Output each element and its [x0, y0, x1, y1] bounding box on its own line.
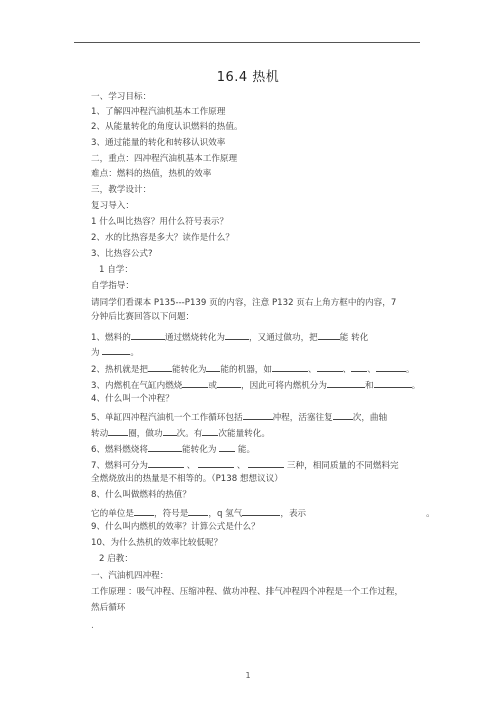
section-heading: 一、汽油机四冲程：: [91, 571, 169, 581]
question-8: 8、什么叫做燃料的热值？: [91, 490, 191, 500]
blank: [248, 458, 284, 468]
question-2: 2、热机就是把 能转化为 能的机器，如 、 、 、 。: [91, 362, 414, 376]
blank: [333, 410, 353, 420]
blank: [148, 362, 172, 372]
header-rule: [74, 42, 420, 43]
question-1: 1、燃料的 通过燃烧转化为 ，又通过做功，把 能 转化: [91, 330, 368, 344]
blank: [102, 345, 130, 355]
blank: [182, 378, 208, 388]
question-5-cont: 转动 圈，做功 次。有 次能量转化。: [91, 426, 270, 440]
text-line: 难点：燃料的热值，热机的效率: [91, 169, 212, 179]
text-line: 复习导入：: [91, 201, 134, 211]
text-line: 自学指导：: [91, 281, 134, 291]
blank: [243, 410, 273, 420]
blank: [327, 378, 365, 388]
text-line: 分钟后比赛回答以下问题：: [91, 312, 195, 322]
question-6: 6、燃料燃烧将 能转化为 能。: [91, 442, 255, 456]
text-line: 2、水的比热容是多大？读作是什么？: [91, 233, 234, 243]
text-line: 一、学习目标：: [91, 92, 152, 102]
trailing-dot: .: [91, 621, 94, 631]
question-9: 9、什么叫内燃机的效率？计算公式是什么？: [91, 522, 260, 532]
blank: [225, 330, 249, 340]
blank: [163, 426, 177, 436]
blank: [374, 378, 412, 388]
text-line: 3、比热容公式?: [91, 249, 153, 259]
blank: [272, 362, 308, 372]
section-heading: 2 启教：: [99, 554, 133, 564]
blank: [148, 458, 184, 468]
blank: [219, 442, 235, 452]
blank: [242, 506, 280, 516]
question-5: 5、单缸四冲程汽油机一个工作循环包括 冲程，活塞往复 次，曲轴: [91, 410, 387, 424]
blank: [318, 330, 340, 340]
blank: [351, 362, 367, 372]
question-7: 7、燃料可分为 、 、 三种，相同质量的不同燃料完: [91, 458, 399, 472]
question-1-cont: 为 。: [91, 345, 139, 359]
blank: [376, 362, 406, 372]
blank: [198, 458, 234, 468]
text-line: 2、从能量转化的角度认识燃料的热值。: [91, 122, 243, 132]
question-3: 3、内燃机在气缸内燃烧 或 ，因此可将内燃机分为 和 。: [91, 378, 420, 392]
blank: [217, 378, 241, 388]
text-line: 请同学们看课本 P135---P139 页的内容，注意 P132 页右上角方框中的内容，7: [91, 298, 397, 308]
question-7-cont: 全燃烧放出的热量是不相等的。（P138 想想议议）: [91, 474, 283, 484]
text-line: 1、了解四冲程汽油机基本工作原理: [91, 107, 226, 117]
blank: [131, 330, 165, 340]
question-4: 4、什么叫一个冲程？: [91, 394, 174, 404]
text-line: 3、通过能量的转化和转移认识效率: [91, 138, 226, 148]
text-line: 三，教学设计：: [91, 185, 152, 195]
blank: [134, 506, 154, 516]
blank: [202, 426, 218, 436]
text-line: 1 什么叫比热容？用什么符号表示？: [91, 217, 229, 227]
blank: [317, 362, 343, 372]
blank: [108, 426, 128, 436]
page-number: 1: [245, 671, 251, 680]
text-line: 工作原理 ：吸气冲程、压缩冲程、做功冲程、排气冲程四个冲程是一个工作过程，: [91, 587, 404, 597]
blank: [188, 506, 208, 516]
page-title: 16.4 热机: [216, 70, 280, 85]
question-10: 10、为什么热机的效率比较低呢？: [91, 538, 223, 548]
blank: [206, 362, 220, 372]
text-line: 1 自学：: [99, 265, 133, 275]
blank: [148, 442, 182, 452]
question-8-units: 它的单位是 ，符号是 ，q 氢气 ，表示 。: [91, 506, 435, 520]
text-line: 二，重点：四冲程汽油机基本工作原理: [91, 154, 238, 164]
text-line: 然后循环: [91, 603, 126, 613]
